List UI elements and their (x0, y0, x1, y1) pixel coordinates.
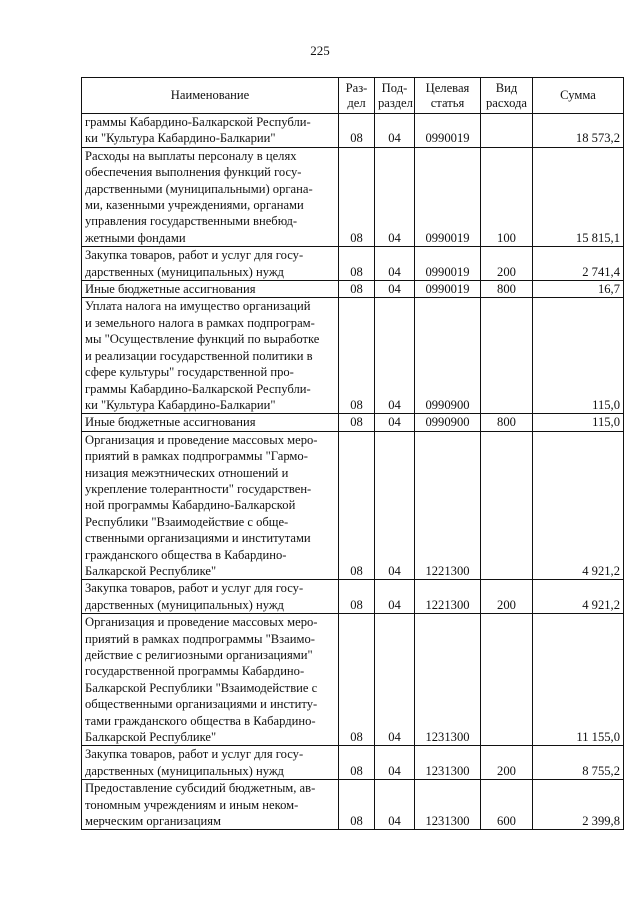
row-name (82, 746, 339, 780)
row-section: 08 (339, 247, 375, 281)
row-name (82, 147, 339, 246)
row-name-line: управления государственными внебюд- (85, 214, 298, 229)
row-name-line: гражданского общества в Кабардино- (85, 547, 287, 562)
row-name-line: Балкарской Республики "Взаимодействие с (85, 680, 318, 695)
row-subsection: 04 (375, 780, 415, 830)
row-name-line: ки "Культура Кабардино-Балкарии" (85, 131, 276, 146)
table-row (82, 114, 624, 148)
row-sum: 11 155,0 (533, 614, 624, 746)
row-sum: 2 399,8 (533, 780, 624, 830)
row-name-line: Закупка товаров, работ и услуг для госу- (85, 248, 304, 263)
row-name-line: приятий в рамках подпрограммы "Взаимо- (85, 631, 315, 646)
row-name-line: Иные бюджетные ассигнования (85, 282, 256, 297)
row-name-line: сфере культуры" государственной про- (85, 365, 294, 380)
row-section: 08 (339, 114, 375, 148)
row-sum: 115,0 (533, 298, 624, 414)
row-name-line: ной программы Кабардино-Балкарской (85, 498, 296, 513)
row-sum: 15 815,1 (533, 147, 624, 246)
table-row (82, 780, 624, 830)
row-section: 08 (339, 780, 375, 830)
row-type: 100 (481, 147, 533, 246)
row-target: 0990900 (415, 414, 481, 431)
row-target: 1221300 (415, 431, 481, 580)
row-type: 800 (481, 281, 533, 298)
budget-table (81, 77, 624, 830)
row-target: 0990019 (415, 114, 481, 148)
row-target: 1231300 (415, 780, 481, 830)
table-row (82, 414, 624, 431)
row-name-line: мерческим организациям (85, 814, 221, 829)
header-subsection: Под- раздел (375, 78, 415, 114)
table-row (82, 746, 624, 780)
row-name-line: и реализации государственной политики в (85, 348, 313, 363)
row-sum: 16,7 (533, 281, 624, 298)
row-subsection: 04 (375, 247, 415, 281)
row-sum: 8 755,2 (533, 746, 624, 780)
row-subsection: 04 (375, 414, 415, 431)
row-target: 1231300 (415, 614, 481, 746)
row-type (481, 114, 533, 148)
row-name-line: тономным учреждениям и иным неком- (85, 797, 299, 812)
header-sum: Сумма (533, 78, 624, 114)
row-name (82, 298, 339, 414)
row-name-line: граммы Кабардино-Балкарской Республи- (85, 115, 311, 129)
row-section: 08 (339, 746, 375, 780)
row-name-line: Балкарской Республике" (85, 730, 217, 745)
row-section: 08 (339, 414, 375, 431)
row-subsection: 04 (375, 746, 415, 780)
row-section: 08 (339, 614, 375, 746)
row-name-line: обеспечения выполнения функций госу- (85, 165, 302, 180)
row-target: 1221300 (415, 580, 481, 614)
row-name-line: дарственными (муниципальными) органа- (85, 181, 313, 196)
row-type: 200 (481, 580, 533, 614)
row-name-line: и земельного налога в рамках подпрограм- (85, 315, 315, 330)
row-subsection: 04 (375, 147, 415, 246)
table-row (82, 147, 624, 246)
row-subsection: 04 (375, 298, 415, 414)
row-name-line: Уплата налога на имущество организаций (85, 299, 311, 314)
row-subsection: 04 (375, 614, 415, 746)
row-name-line: приятий в рамках подпрограммы "Гармо- (85, 449, 308, 464)
row-type (481, 298, 533, 414)
row-name-line: Закупка товаров, работ и услуг для госу- (85, 747, 304, 762)
row-name-line: ми, казенными учреждениями, органами (85, 198, 304, 213)
row-name-line: Расходы на выплаты персоналу в целях (85, 148, 297, 163)
row-sum: 115,0 (533, 414, 624, 431)
row-name-line: мы "Осуществление функций по выработке (85, 332, 320, 347)
table-row (82, 580, 624, 614)
row-name-line: государственной программы Кабардино- (85, 664, 305, 679)
row-name-line: жетными фондами (85, 230, 186, 245)
row-type (481, 431, 533, 580)
row-subsection: 04 (375, 580, 415, 614)
row-type: 600 (481, 780, 533, 830)
row-name-line: Иные бюджетные ассигнования (85, 415, 256, 430)
row-section: 08 (339, 580, 375, 614)
table-row (82, 298, 624, 414)
row-name-line: дарственных (муниципальных) нужд (85, 264, 284, 279)
row-sum: 18 573,2 (533, 114, 624, 148)
header-row (82, 78, 624, 114)
table-row (82, 614, 624, 746)
row-name-line: действие с религиозными организациями" (85, 648, 313, 662)
row-name-line: Балкарской Республике" (85, 563, 217, 578)
row-name (82, 780, 339, 830)
row-section: 08 (339, 281, 375, 298)
row-target: 0990019 (415, 247, 481, 281)
row-type: 200 (481, 247, 533, 281)
row-type (481, 614, 533, 746)
row-subsection: 04 (375, 281, 415, 298)
row-name-line: Предоставление субсидий бюджетным, ав- (85, 781, 316, 796)
row-target: 0990019 (415, 281, 481, 298)
row-target: 1231300 (415, 746, 481, 780)
row-target: 0990900 (415, 298, 481, 414)
row-type: 200 (481, 746, 533, 780)
header-section: Раз- дел (339, 78, 375, 114)
row-subsection: 04 (375, 114, 415, 148)
row-name (82, 247, 339, 281)
row-section: 08 (339, 298, 375, 414)
row-name (82, 431, 339, 580)
row-name-line: Закупка товаров, работ и услуг для госу- (85, 581, 304, 596)
row-name-line: укрепление толерантности" государствен- (85, 481, 312, 496)
row-sum: 2 741,4 (533, 247, 624, 281)
header-type: Вид расхода (481, 78, 533, 114)
table-row (82, 281, 624, 298)
row-name-line: граммы Кабардино-Балкарской Республи- (85, 381, 311, 396)
table-row (82, 431, 624, 580)
row-target: 0990019 (415, 147, 481, 246)
row-name (82, 614, 339, 746)
row-name-line: ки "Культура Кабардино-Балкарии" (85, 397, 276, 412)
table-row (82, 247, 624, 281)
page-number: 225 (310, 43, 330, 58)
row-section: 08 (339, 147, 375, 246)
header-name: Наименование (82, 78, 339, 114)
row-name-line: Республики "Взаимодействие с обще- (85, 514, 289, 529)
row-name-line: тами гражданского общества в Кабардино- (85, 713, 316, 728)
row-name-line: общественными организациями и институ- (85, 697, 318, 712)
row-type: 800 (481, 414, 533, 431)
row-name-line: дарственных (муниципальных) нужд (85, 763, 284, 778)
row-name (82, 580, 339, 614)
row-subsection: 04 (375, 431, 415, 580)
row-name-line: Организация и проведение массовых меро- (85, 432, 318, 447)
row-sum: 4 921,2 (533, 431, 624, 580)
row-name-line: Организация и проведение массовых меро- (85, 615, 318, 630)
row-sum: 4 921,2 (533, 580, 624, 614)
row-name-line: ственными организациями и институтами (85, 531, 311, 546)
row-name (82, 281, 339, 298)
row-name (82, 414, 339, 431)
header-target: Целевая статья (415, 78, 481, 114)
row-name (82, 114, 339, 148)
row-name-line: низация межэтнических отношений и (85, 465, 289, 480)
row-section: 08 (339, 431, 375, 580)
row-name-line: дарственных (муниципальных) нужд (85, 597, 284, 612)
